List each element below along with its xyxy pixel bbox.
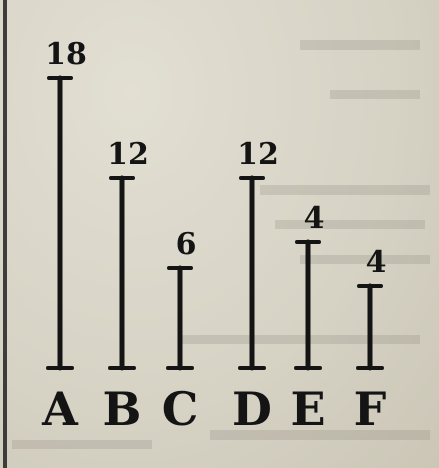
point-label-c: C (161, 382, 199, 436)
lines-group (48, 78, 382, 368)
point-label-a: A (42, 382, 78, 436)
point-label-e: E (290, 382, 326, 436)
value-label-f: 4 (365, 245, 387, 280)
point-label-b: B (102, 382, 142, 436)
labels-group (41, 37, 387, 436)
value-label-b: 12 (107, 137, 149, 172)
value-label-e: 4 (303, 201, 325, 236)
point-label-d: D (232, 382, 272, 436)
point-label-f: F (353, 382, 387, 436)
value-label-d: 12 (237, 137, 279, 172)
value-label-c: 6 (175, 227, 197, 262)
value-label-a: 18 (45, 37, 87, 72)
